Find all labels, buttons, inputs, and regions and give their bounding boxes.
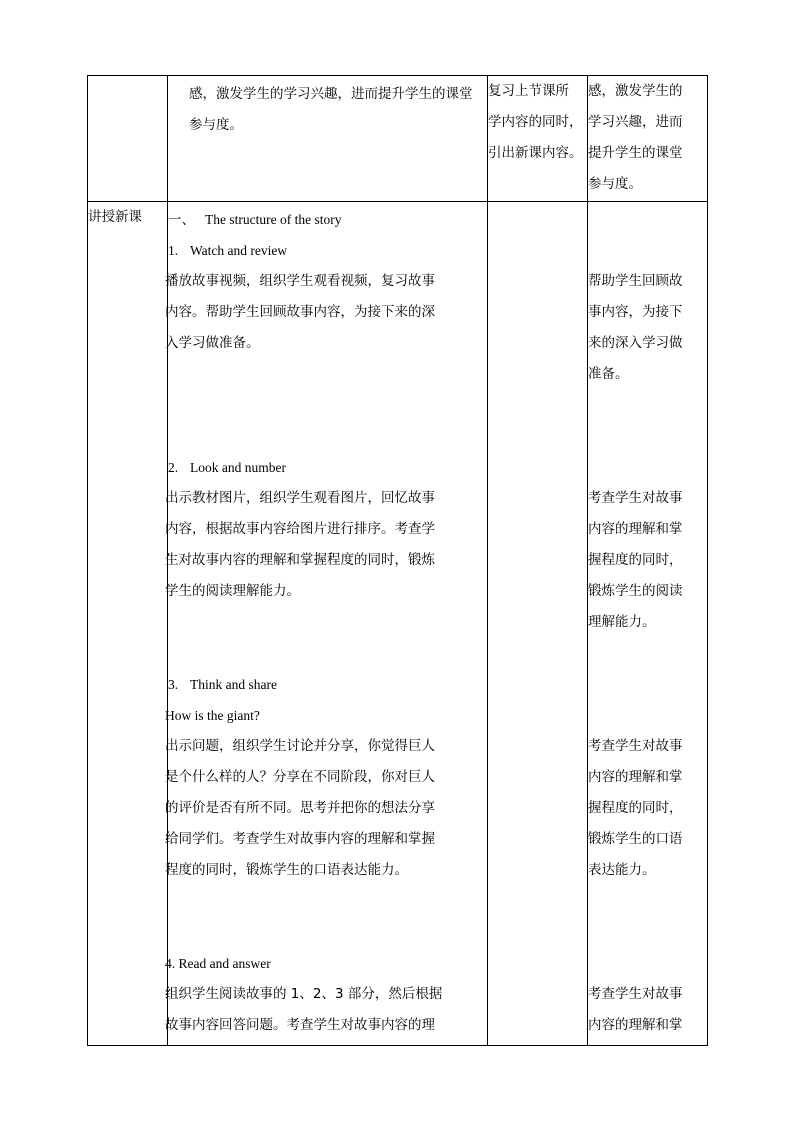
text-line: 事内容，为接下 — [588, 304, 683, 320]
section-heading — [168, 204, 487, 235]
text-line: 握程度的同时， — [588, 800, 683, 816]
text-line: 出示问题，组织学生讨论并分享，你觉得巨人 — [165, 738, 435, 754]
step-heading: 1. Watch and review — [168, 243, 288, 258]
activity-cell — [168, 76, 488, 202]
text-line: 内容。帮助学生回顾故事内容，为接下来的深 — [165, 304, 435, 320]
text-line: 是个什么样的人？分享在不同阶段，你对巨人 — [165, 769, 435, 785]
table-row — [88, 76, 708, 202]
text-line: 入学习做准备。 — [165, 335, 260, 351]
section-number: 一、 — [168, 212, 195, 227]
text-line: 复习上节课所 — [488, 83, 569, 99]
purpose-cell — [588, 76, 708, 202]
text-line: 考查学生对故事 — [588, 986, 683, 1002]
text-line: 考查学生对故事 — [588, 490, 683, 506]
text-line: 感，激发学生的学习兴趣，进而提升学生的课堂 — [189, 86, 473, 102]
method-cell — [488, 202, 588, 1046]
text-line: 学生的阅读理解能力。 — [165, 583, 300, 599]
text-line: 内容，根据故事内容给图片进行排序。考查学 — [165, 521, 435, 537]
text-line: 理解能力。 — [588, 614, 656, 630]
step-heading: 4. Read and answer — [165, 956, 271, 971]
text-line: 程度的同时，锻炼学生的口语表达能力。 — [165, 862, 408, 878]
stage-label: 讲授新课 — [88, 209, 142, 225]
text-line: 内容的理解和掌 — [588, 521, 683, 537]
text-line: 生对故事内容的理解和掌握程度的同时，锻炼 — [165, 552, 435, 568]
text-line: 组织学生阅读故事的 1、2、3 部分，然后根据 — [165, 986, 443, 1002]
table-row — [88, 202, 708, 1046]
text-line: 出示教材图片，组织学生观看图片，回忆故事 — [165, 490, 435, 506]
text-line: 内容的理解和掌 — [588, 1017, 683, 1033]
text-line: 握程度的同时， — [588, 552, 683, 568]
text-line: 锻炼学生的口语 — [588, 831, 683, 847]
lesson-plan-table — [87, 75, 708, 1046]
text-line: 帮助学生回顾故 — [588, 273, 683, 289]
text-line: 感，激发学生的 — [588, 83, 683, 99]
text-line: 引出新课内容。 — [488, 145, 583, 161]
purpose-cell — [588, 202, 708, 1046]
text-line: 提升学生的课堂 — [588, 145, 683, 161]
section-title: The structure of the story — [205, 212, 342, 227]
text-line: 学内容的同时， — [488, 114, 583, 130]
text-line: 来的深入学习做 — [588, 335, 683, 351]
step-heading: 3. Think and share — [168, 677, 277, 692]
stage-cell — [88, 76, 168, 202]
stage-cell — [88, 202, 168, 1046]
step-heading: 2. Look and number — [168, 460, 286, 475]
text-line: 播放故事视频，组织学生观看视频，复习故事 — [165, 273, 435, 289]
text-line: 内容的理解和掌 — [588, 769, 683, 785]
text-line: 给同学们。考查学生对故事内容的理解和掌握 — [165, 831, 435, 847]
text-line: 表达能力。 — [588, 862, 656, 878]
text-line: 参与度。 — [588, 176, 642, 192]
text-line: 考查学生对故事 — [588, 738, 683, 754]
text-line: 准备。 — [588, 366, 629, 382]
text-line: 故事内容回答问题。考查学生对故事内容的理 — [165, 1017, 435, 1033]
method-cell — [488, 76, 588, 202]
activity-cell — [165, 202, 488, 1046]
text-line: 参与度。 — [189, 117, 243, 133]
text-line: 锻炼学生的阅读 — [588, 583, 683, 599]
text-line: 学习兴趣，进而 — [588, 114, 683, 130]
step-question: How is the giant? — [165, 708, 260, 723]
text-line: 的评价是否有所不同。思考并把你的想法分享 — [165, 800, 435, 816]
